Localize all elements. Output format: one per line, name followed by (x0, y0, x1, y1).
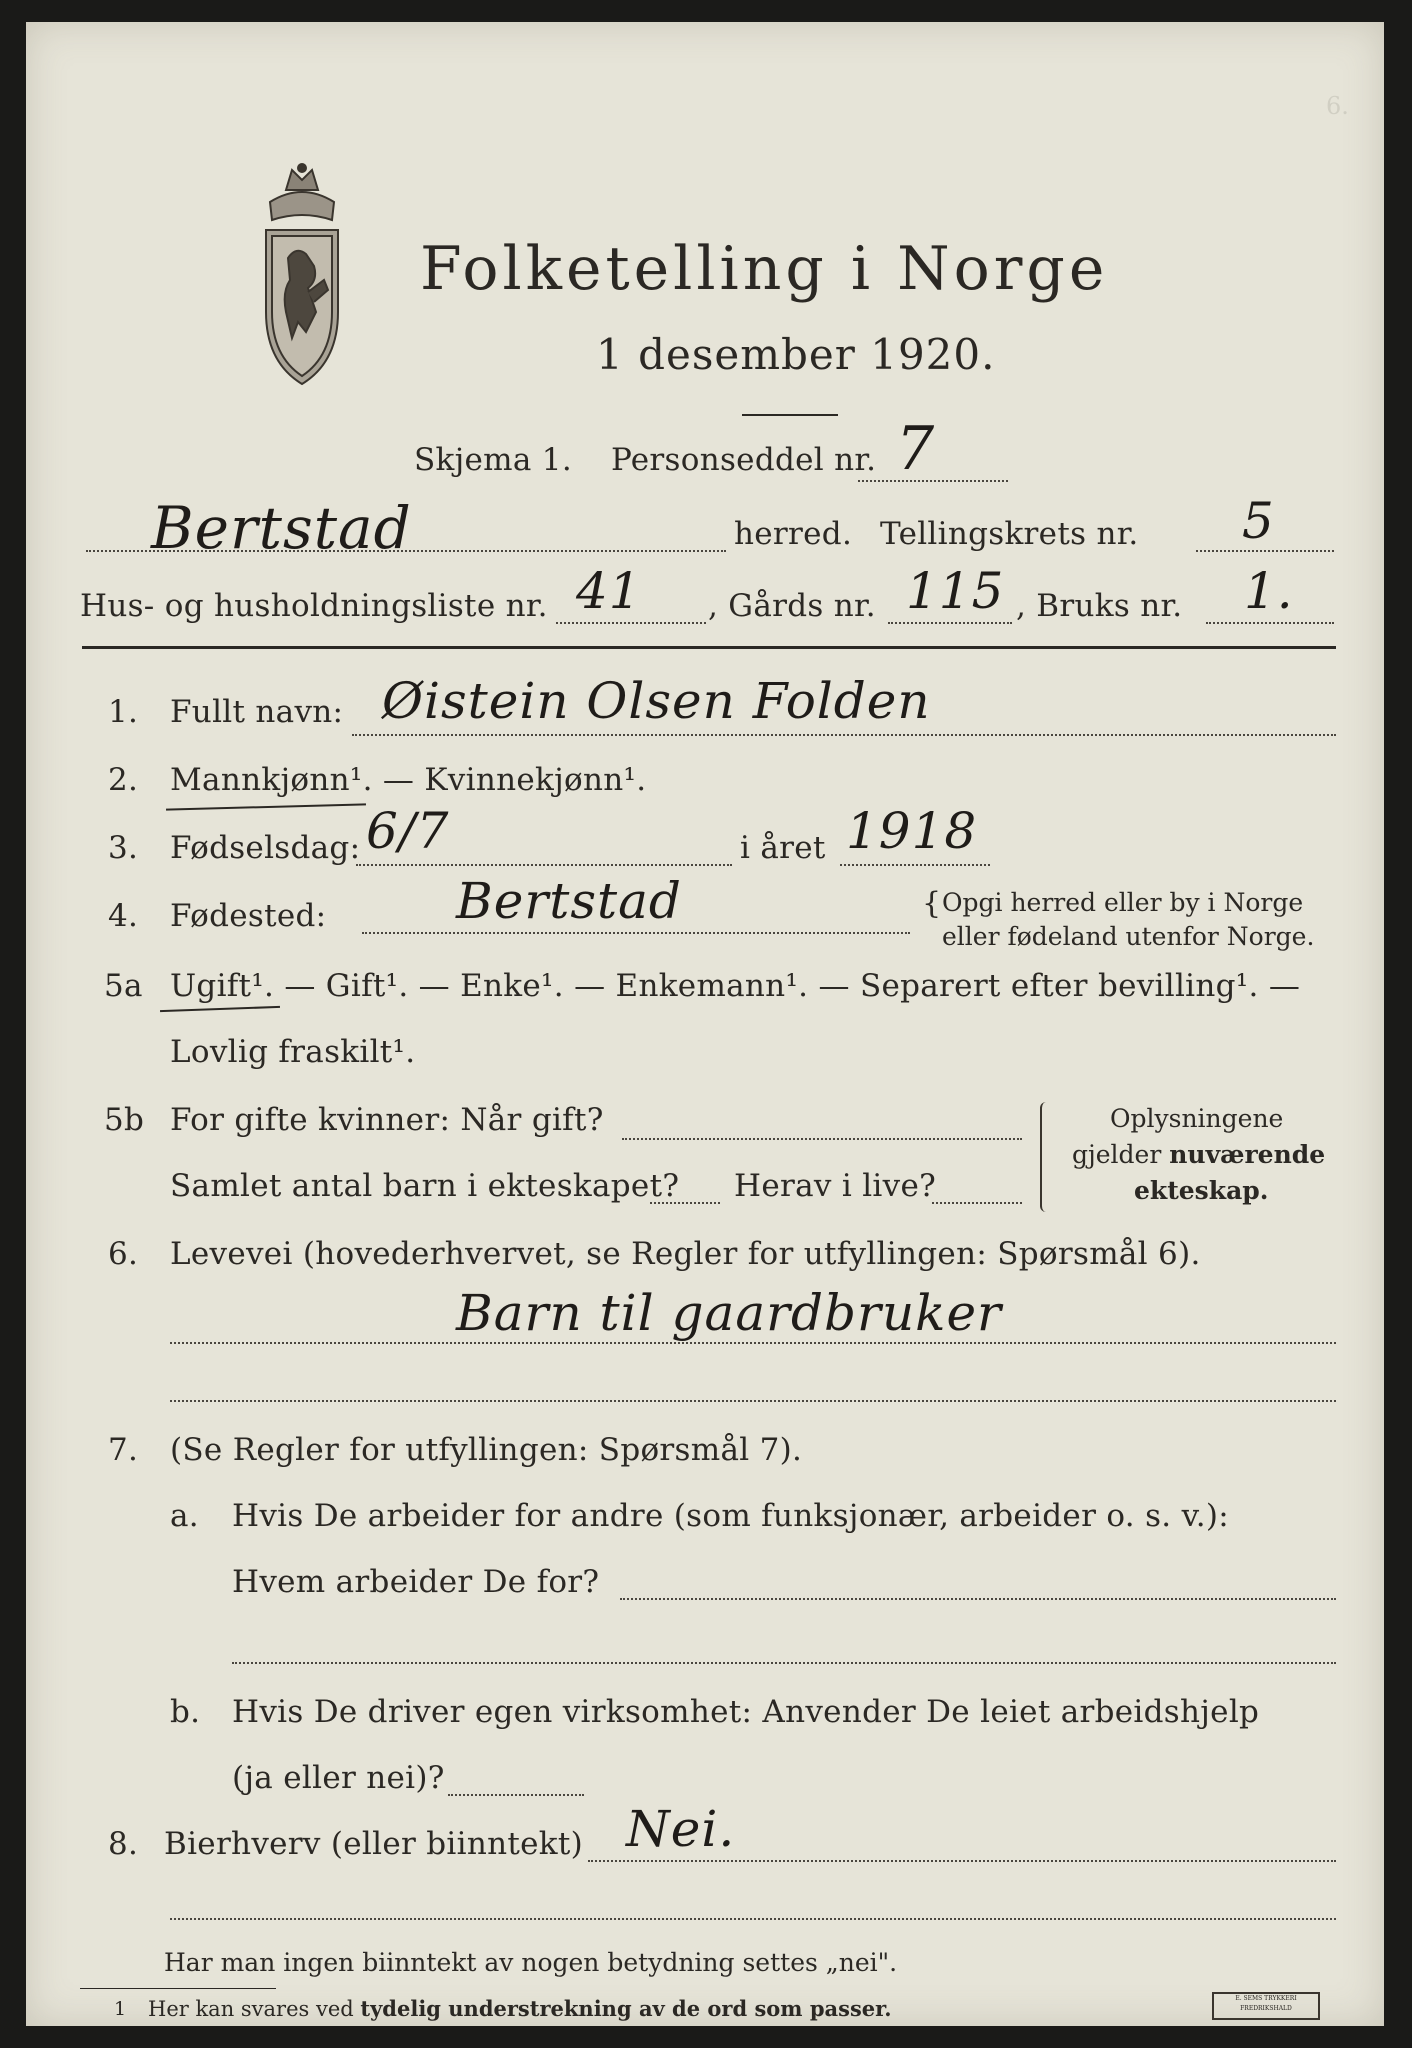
gards-label: , Gårds nr. (708, 588, 876, 624)
hired-help-line (448, 1794, 584, 1796)
occupation-value[interactable]: Barn til gaardbruker (456, 1284, 1002, 1342)
q7a-letter: a. (170, 1498, 199, 1534)
gards-value[interactable]: 115 (906, 562, 1005, 620)
q5b-line1: For gifte kvinner: Når gift? (170, 1102, 604, 1138)
brace-icon: { (922, 886, 942, 921)
form-title: Folketelling i Norge (420, 234, 1109, 304)
q4-note-line1: Opgi herred eller by i Norge (942, 888, 1304, 917)
q5b-note-line1: Oplysningene (1110, 1104, 1284, 1133)
q4-number: 4. (108, 898, 139, 934)
q4-note-line2: eller fødeland utenfor Norge. (942, 922, 1315, 951)
schema-label: Skjema 1. (414, 442, 572, 478)
q5b-note-line3: ekteskap. (1134, 1176, 1269, 1205)
tellingskrets-label: Tellingskrets nr. (880, 516, 1139, 552)
title-divider (742, 414, 838, 416)
q7a-line1: Hvis De arbeider for andre (som funksjonær, arbeider o. s. v.): (232, 1498, 1230, 1534)
husliste-label: Hus- og husholdningsliste nr. (80, 588, 548, 624)
q4-label: Fødested: (170, 898, 327, 934)
bleed-through-text: 6. (1326, 92, 1349, 120)
q7-label: (Se Regler for utfyllingen: Spørsmål 7). (170, 1432, 803, 1468)
herred-label: herred. (734, 516, 853, 552)
q5b-children-label: Samlet antal barn i ekteskapet? (170, 1168, 680, 1204)
year-line (840, 864, 990, 866)
gards-line (888, 622, 1012, 624)
q6-number: 6. (108, 1236, 139, 1272)
marital-status-options[interactable]: Ugift¹. — Gift¹. — Enke¹. — Enkemann¹. — Separert efter bevilling¹. — (170, 968, 1301, 1004)
q1-number: 1. (108, 694, 139, 730)
birthplace-value[interactable]: Bertstad (456, 872, 682, 930)
children-count-line (650, 1202, 720, 1204)
footer-note: Har man ingen biinntekt av nogen betydning settes „nei". (164, 1948, 898, 1977)
marital-status-options-2[interactable]: Lovlig fraskilt¹. (170, 1034, 416, 1070)
printer-stamp: E. SEMS TRYKKERI FREDRIKSHALD (1212, 1992, 1320, 2020)
q6-label: Levevei (hovederhvervet, se Regler for utfyllingen: Spørsmål 6). (170, 1236, 1201, 1272)
side-income-value[interactable]: Nei. (626, 1800, 736, 1858)
q3-label: Fødselsdag: (170, 830, 361, 866)
married-when-line (622, 1138, 1022, 1140)
q5b-alive-label: Herav i live? (734, 1168, 937, 1204)
year-label: i året (740, 830, 826, 866)
birth-year-value[interactable]: 1918 (846, 802, 978, 860)
q7b-letter: b. (170, 1694, 201, 1730)
personseddel-label: Personseddel nr. (611, 442, 877, 478)
q7a-line2: Hvem arbeider De for? (232, 1564, 600, 1600)
q5b-bracket (1040, 1102, 1048, 1212)
husliste-line (556, 622, 706, 624)
q3-number: 3. (108, 830, 139, 866)
footnote-rule (80, 1988, 276, 1989)
herred-value[interactable]: Bertstad (151, 494, 412, 562)
q5a-number: 5a (104, 968, 143, 1004)
tellingskrets-value[interactable]: 5 (1242, 492, 1275, 550)
gender-options[interactable]: Mannkjønn¹. — Kvinnekjønn¹. (170, 762, 647, 798)
coat-of-arms-icon (248, 162, 356, 394)
husliste-value[interactable]: 41 (576, 562, 642, 620)
occupation-line-2 (170, 1400, 1336, 1402)
gender-underline (166, 803, 366, 810)
footnote-number: 1 (114, 1998, 127, 2020)
q8-label: Bierhverv (eller biinntekt) (164, 1826, 584, 1862)
q1-label: Fullt navn: (170, 694, 344, 730)
tellingskrets-line (1196, 550, 1334, 552)
bruks-line (1206, 622, 1334, 624)
employer-line (620, 1598, 1336, 1600)
full-name-value[interactable]: Øistein Olsen Folden (382, 672, 931, 730)
marital-underline (160, 1006, 280, 1012)
q7b-line2: (ja eller nei)? (232, 1760, 445, 1796)
form-date: 1 desember 1920. (596, 330, 996, 379)
q1-line (352, 734, 1336, 736)
employer-line-2 (232, 1662, 1336, 1664)
birthday-line (356, 864, 732, 866)
side-income-line-2 (170, 1918, 1336, 1920)
birthday-value[interactable]: 6/7 (366, 802, 450, 860)
q5b-number: 5b (104, 1102, 145, 1138)
bruks-label: , Bruks nr. (1016, 588, 1183, 624)
q5b-note-line2b: nuværende (1169, 1140, 1326, 1169)
birthplace-line (362, 932, 910, 934)
children-alive-line (932, 1202, 1022, 1204)
side-income-line (588, 1860, 1336, 1862)
q7b-line1: Hvis De driver egen virksomhet: Anvender De leiet arbeidshjelp (232, 1694, 1260, 1730)
occupation-line-1 (170, 1342, 1336, 1344)
footnote-text-a: Her kan svares ved (148, 1997, 361, 2021)
footnote-text-b: tydelig understrekning av de ord som passer. (360, 1996, 892, 2021)
census-form-page (26, 22, 1384, 2026)
q2-number: 2. (108, 762, 139, 798)
q5b-note-line2a: gjelder (1072, 1140, 1170, 1169)
q7-number: 7. (108, 1432, 139, 1468)
bruks-value[interactable]: 1. (1244, 562, 1294, 620)
section-rule (82, 646, 1336, 649)
personseddel-value[interactable]: 7 (896, 414, 936, 484)
q8-number: 8. (108, 1826, 139, 1862)
